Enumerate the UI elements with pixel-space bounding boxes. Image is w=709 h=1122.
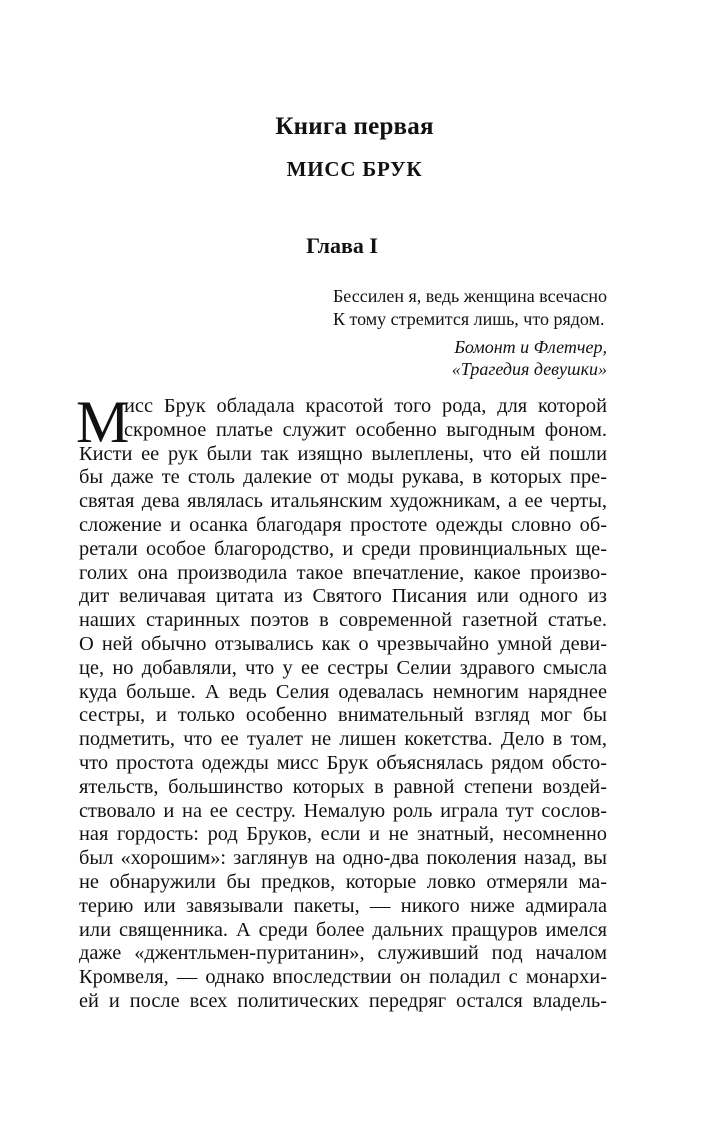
text-line: святая дева являлась итальянским художникам, а ее черты, (79, 490, 607, 513)
text-line: ятельств, большинство которых в равной степени воздей- (79, 775, 607, 798)
text-line: ретали особое благородство, и среди провинциальных ще- (79, 537, 607, 560)
epigraph-line: К тому стремится лишь, что рядом. (332, 309, 605, 329)
text-line: не обнаружили бы предков, которые ловко отмеряли ма- (79, 870, 607, 893)
epigraph-work: «Трагедия девушки» (451, 359, 607, 379)
text-line: Кромвеля, — однако впоследствии он поладил с монархи- (79, 966, 607, 989)
text-line: что простота одежды мисс Брук объяснялась рядом обсто- (79, 751, 607, 774)
epigraph-line: Бессилен я, ведь женщина всечасно (332, 286, 607, 306)
text-line: ей и после всех политических передряг остался владель- (79, 989, 607, 1012)
text-line: О ней обычно отзывались как о чрезвычайно умной деви- (79, 632, 607, 655)
text-line: был «хорошим»: заглянув на одно-два поколения назад, вы (79, 847, 607, 870)
text-line: голих она производила такое впечатление, какое произво- (79, 561, 607, 584)
text-line: сложение и осанка благодаря простоте одежды словно об- (79, 513, 607, 536)
text-line: ная гордость: род Бруков, если и не знатный, несомненно (79, 823, 607, 846)
text-line: це, но добавляли, что у ее сестры Селии здравого смысла (79, 656, 607, 679)
text-line: куда больше. А ведь Селия одевалась немногим наряднее (79, 680, 607, 703)
chapter-title: Глава I (306, 233, 378, 258)
text-line: терию или завязывали пакеты, — никого ниже адмирала (79, 894, 607, 917)
text-line: ствовало и на ее сестру. Немалую роль играла тут сослов- (79, 799, 607, 822)
text-line: или священника. А среди более дальних пращуров имелся (79, 918, 607, 941)
text-line: Кисти ее рук были так изящно вылеплены, что ей пошли (79, 442, 607, 465)
text-line: наших старинных поэтов в современной газетной статье. (79, 609, 607, 632)
book-title: Книга первая (275, 113, 434, 140)
drop-cap: М (76, 389, 130, 455)
epigraph-author: Бомонт и Флетчер, (454, 337, 607, 357)
book-subtitle: МИСС БРУК (286, 157, 423, 181)
text-line: скромное платье служит особенно выгодным фоном. (124, 418, 607, 441)
epigraph (333, 285, 607, 380)
text-line: сестры, и только особенно внимательный взгляд мог бы (79, 704, 607, 727)
text-line: дит величавая цитата из Святого Писания или одного из (79, 585, 607, 608)
text-line: подметить, что ее туалет не лишен кокетства. Дело в том, (79, 728, 607, 751)
text-line: даже «джентльмен-пуританин», служивший под началом (79, 942, 607, 965)
chapter-text (76, 389, 607, 1014)
text-line: бы даже те столь далекие от моды рукава, в которых пре- (79, 466, 607, 489)
text-line: исс Брук обладала красотой того рода, для которой (124, 395, 607, 417)
